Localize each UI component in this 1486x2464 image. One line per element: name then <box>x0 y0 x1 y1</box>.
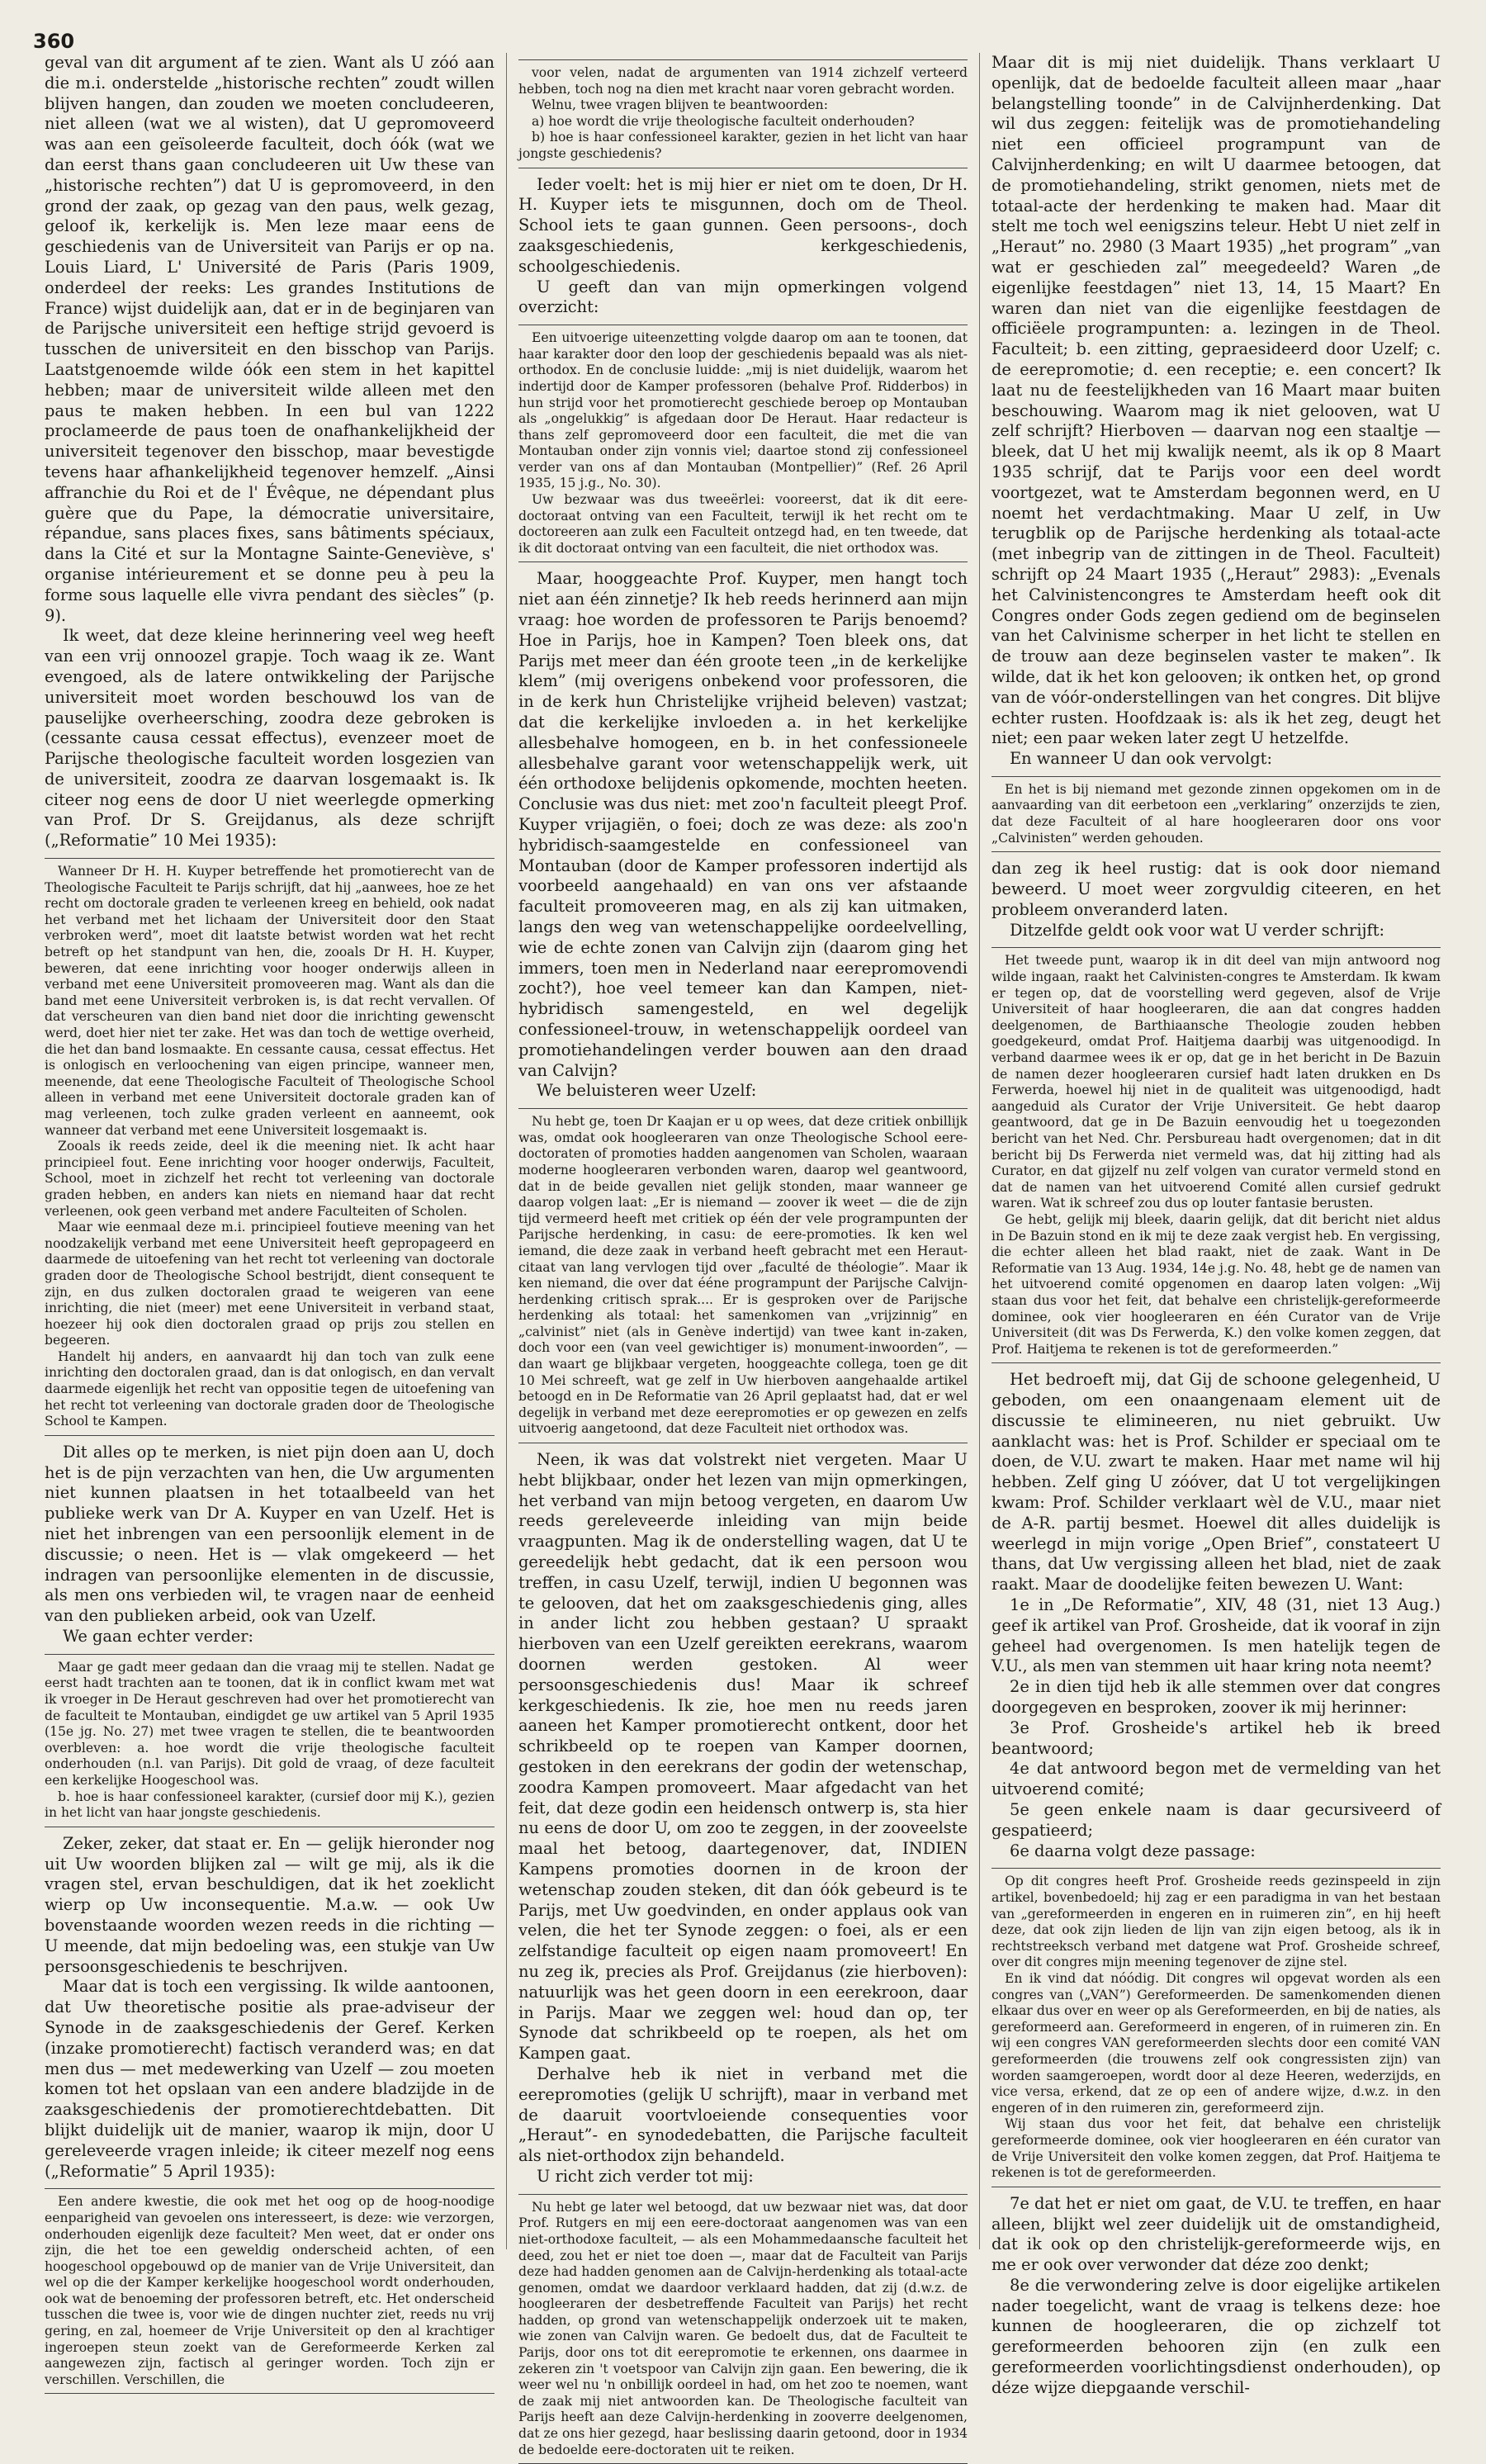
paragraph: 2e in dien tijd heb ik alle stemmen over dat congres doorgegeven en besproken, zoover ik mij herinner: <box>991 1677 1441 1718</box>
quoted-passage <box>991 776 1441 852</box>
quoted-paragraph: Nu hebt ge later wel betoogd, dat uw bezwaar niet was, dat door Prof. Rutgers en mij een eere-doctoraat aangenomen was van een niet-orthodoxe faculteit, — als een Mohammedaansche faculteit het deed, zou het er niet toe doen —, maar dat de Faculteit van Parijs deze had hadden genomen aan de Calvijn-herdenking als totaal-acte genomen, omdat we daardoor verklaard hadden, dat zij (d.w.z. de hoogleeraren der desbetreffende Faculteit van Parijs) het recht hadden, op grond van wetenschappelijk onderzoek uit te maken, wie zonen van Calvijn waren. Ge bedoelt dus, dat de Faculteit te Parijs, door ons tot dit eerepromotie te erkennen, ons daarmee in zekeren zin 't voetspoor van Calvijn zijn gaan. Een bewering, die ik weer wel nu 'n onbillijk oordeel in had, om het zoo te noemen, want de zaak mij niet antwoorden kan. De Theologische faculteit van Parijs heeft aan deze Calvijn-herdenking in zooverre deelgenomen, dat ze ons hier gezegd, haar beslissing daarin getoond, door in 1934 de bedoelde eere-doctoraten uit te reiken. <box>518 2199 968 2457</box>
quoted-passage <box>518 2194 968 2464</box>
paragraph: U richt zich verder tot mij: <box>537 2166 754 2186</box>
paragraph: 3e Prof. Grosheide's artikel heb ik breed beantwoord; <box>991 1718 1441 1758</box>
quoted-passage <box>518 1108 968 1443</box>
quoted-paragraph: Wij staan dus voor het feit, dat behalve een christelijk gereformeerde dominee, ook vier hoogleeraren en één curator van de Vrije Universiteit den volke komen zeggen, dat Prof. Haitjema te rekenen is tot de gereformeerden. <box>991 2116 1441 2181</box>
quoted-paragraph: Zooals ik reeds zeide, deel ik die meening niet. Ik acht haar principieel fout. Eene inrichting voor hooger onderwijs, Faculteit, School, moet in zichzelf het recht tot verleening van doctorale graden hebben, en anders kan niets en niemand haar dat recht verleenen, ook geen verband met andere Faculteiten of Scholen. <box>45 1139 495 1219</box>
quoted-paragraph: En ik vind dat nóódig. Dit congres wil opgevat worden als een congres van („VAN”) Gereformeerden. De samenkomenden dienen elkaar dus over en weer op als Gereformeerden, en bij de naties, als gereformeerd aan. Gereformeerd in engeren, of in ruimeren zin. En wij een congres VAN gereformeerden slechts door een comité VAN gereformeerden (die trouwens zelf ook congressisten zijn) van worden saamgeroepen, wordt door al deze Heeren, wederzijds, en vice versa, erkend, dat ze op een of andere wijze, d.w.z. in den engeren of in den ruimeren zin, gereformeerd zijn. <box>991 1970 1441 2116</box>
quoted-passage <box>45 858 495 1436</box>
paragraph: 7e dat het er niet om gaat, de V.U. te treffen, en haar alleen, blijkt wel zeer duidelijk uit de omstandigheid, dat ik ook op den christelijk-gereformeerde wijs, en me er ook over verwonder dat déze zoo denkt; <box>991 2193 1441 2275</box>
quoted-paragraph: Nu hebt ge, toen Dr Kaajan er u op wees, dat deze critiek onbillijk was, omdat ook hoogleeraren van onze Theologische School eere-doctoraten of promoties hadden aangenomen van Scholen, waaraan moderne hoogleeraren verbonden waren, daarop wel geantwoord, dat in de beide gevallen niet gelijk stonden, maar wanneer ge daarop volgen laat: „Er is niemand — zoover ik weet — die de zijn tijd vermeerd heeft met critiek op één der vele programpunten der Parijsche herdenking, in casu: de eere-promoties. Ik ken wel iemand, die deze zaak in verband heeft gebracht met een Heraut-citaat van lang vervlogen tijd over „faculté de théologie”. Maar ik ken niemand, die over dat ééne programpunt der Parijsche Calvijn-herdenking critisch sprak.... Er is gesproken over de Parijsche herdenking als totaal: het samenkomen van „vrijzinnig” en „calvinist” niet (als in Genève indertijd) van twee kant in-zaken, doch voor een (van veel gewichtiger is) monument-inwoorden”, — dan waart ge blijkbaar vergeten, hooggeachte collega, toen ge dit 10 Mei schreeft, wat ge zelf in Uw hierboven aangehaalde artikel betoogd en in De Reformatie van 26 April geplaatst had, dat er wel degelijk in verband met deze eerepromoties er op gewezen en zelfs uitvoerig aangetoond, dat deze Faculteit niet orthodox was. <box>518 1114 968 1437</box>
quoted-paragraph: En het is bij niemand met gezonde zinnen opgekomen om in de aanvaarding van dit eerbetoon een „verklaring” onzerzijds te zien, dat deze Faculteit of al hare hoogleeraren door ons voor „Calvinisten” werden gehouden. <box>991 781 1441 846</box>
quoted-passage <box>518 59 968 168</box>
paragraph: Neen, ik was dat volstrekt niet vergeten. Maar U hebt blijkbaar, onder het lezen van mijn opmerkingen, het verband van mijn betoog vergeten, en daarom Uw reeds gereleveerde inleiding van mijn beide vraagpunten. Mag ik de onderstelling wagen, dat U te gereedelijk hebt gedacht, dat ik een persoon wou treffen, in casu Uzelf, terwijl, indien U begonnen was te gelooven, dat het om zaaksgeschiedenis ging, alles in ander licht zou hebben gestaan? U spraakt hierboven van een Uzelf gereikten eerekrans, waarom doornen werden gestoken. Al weer persoonsgeschiedenis dus! Maar ik schreef kerkgeschiedenis. Ik zie, hoe men nu reeds jaren aaneen het Kamper promotierecht ontkent, door het schrikbeeld op te roepen van Kamper doornen, gestoken in den eerekrans der godin der wetenschap, zoodra Kampen promoveert. Maar afgedacht van het feit, dat deze godin een heidensch ontwerp is, sta hier nu eens de door U, om zoo te zeggen, in der zooveelste maal het betoog, daartegenover, dat, INDIEN Kampens promoties doornen in de kroon der wetenschap zouden steken, dit dan óók gebeurd is te Parijs, met Uw goedvinden, en onder applaus ook van velen, die het ter Synode zeggen: o foei, als er een zelfstandige faculteit op eigen naam promoveert! En nu zeg ik, precies als Prof. Greijdanus (zie hierboven): natuurlijk was het geen doorn in een eerekroon, daar in Parijs. Maar we zeggen wel: houd dan op, ter Synode dat schrikbeeld op te roepen, als het om Kampen gaat. <box>518 1450 968 2064</box>
quoted-paragraph: Maar ge gadt meer gedaan dan die vraag mij te stellen. Nadat ge eerst hadt trachten aan te toonen, dat ik in conflict kwam met wat ik vroeger in De Heraut geschreven had over het promotierecht van de faculteit te Montauban, eindigdet ge uw artikel van 5 April 1935 (15e jg. No. 27) met twee vragen te stellen, die te beantwoorden overbleven: a. hoe wordt die vrije theologische faculteit onderhouden (n.l. van Parijs). Dit gold de vraag, of deze faculteit een kerkelijke Hoogeschool was. <box>45 1659 495 1788</box>
paragraph: 5e geen enkele naam is daar gecursiveerd of gespatieerd; <box>991 1800 1441 1840</box>
quoted-passage <box>45 2188 495 2394</box>
quoted-paragraph: b. hoe is haar confessioneel karakter, (cursief door mij K.), gezien in het licht van haar jongste geschiedenis. <box>45 1789 495 1821</box>
paragraph: En wanneer U dan ook vervolgt: <box>1010 749 1272 769</box>
page-number: 360 <box>33 30 75 53</box>
paragraph: 6e daarna volgt deze passage: <box>1010 1841 1256 1860</box>
columns <box>33 53 1453 2457</box>
quoted-paragraph: Een andere kwestie, die ook met het oog op de hoog-noodige eenparigheid van gevoelen ons interesseert, is deze: wie verzorgen, onderhouden eigenlijk deze faculteit? Men weet, dat er onder ons zijn, die het toe een geweldig onderscheid achten, of een hoogeschool opgebouwd op de manier van de Vrije Universiteit, dan wel op die der Kamper kerkelijke hoogeschool wordt onderhouden, ook wat de benoeming der professoren betreft, etc. Het onderscheid tusschen die twee is, voor wie de dingen nuchter ziet, reeds nu vrij gering, en zal, hoemeer de Vrije Universiteit op den al krachtiger ingeroepen steun zoekt van de Gereformeerde Kerken zal aangewezen zijn, factisch al geringer worden. Toch zijn er verschillen. Verschillen, die <box>45 2194 495 2387</box>
quoted-paragraph: Een uitvoerige uiteenzetting volgde daarop om aan te toonen, dat haar karakter door den loop der geschiedenis bepaald was als niet-orthodox. En de conclusie luidde: „mij is niet duidelijk, waarom het indertijd door de Kamper professoren (behalve Prof. Ridderbos) in hun strijd voor het promotierecht geschiede beroep op Montauban als „ongelukkig” is afgedaan door De Heraut. Haar redacteur is thans zelf gepromoveerd door een faculteit, die met die van Montauban onder zijn vonnis viel; daartoe stond zij confessioneel verder van ons af dan Montauban (Montpellier)” (Ref. 26 April 1935, 15 j.g., No. 30). <box>518 330 968 491</box>
paragraph: geval van dit argument af te zien. Want als U zóó aan die m.i. onderstelde „historische rechten” zoudt willen blijven hangen, dan zouden we moeten concludeeren, niet alleen (wat we al wisten), dat U gepromoveerd was aan een geïsoleerde faculteit, doch óók (wat we dan eerst thans gaan concludeeren uit Uw these van „historische rechten”) dat U is gepromoveerd, in den grond der zaak, op gezag van den paus, welk gezag, geloof ik, kerkelijk is. Men leze maar eens de geschiedenis van de Universiteit van Parijs er op na. Louis Liard, L' Université de Paris (Paris 1909, onderdeel der reeks: Les grandes Institutions de France) wijst duidelijk aan, dat er in de beginjaren van de Parijsche universiteit een heftige strijd gevoerd is tusschen de universiteit en den bisschop van Parijs. Laatstgenoemde wilde óók een stem in het kapittel hebben; maar de universiteit wilde alleen met den paus te maken hebben. In een bul van 1222 proclameerde de paus toen de onafhankelijkheid der universiteit tegenover den bisschop, maar bevestigde tevens haar afhankelijkheid tegenover hemzelf. „Ainsi affranchie du Roi et de l' Évêque, ne dépendant plus guère que du Pape, la démocratie universitaire, répandue, sans places fixes, sans bâtiments spéciaux, dans la Cité et sur la Montagne Sainte-Geneviève, s' organise intérieurement et se donne peu à peu la forme sous laquelle elle vivra pendant des siècles” (p. 9). <box>45 53 495 625</box>
paragraph: Ditzelfde geldt ook voor wat U verder schrijft: <box>1010 920 1385 940</box>
quoted-paragraph: Het tweede punt, waarop ik in dit deel van mijn antwoord nog wilde ingaan, raakt het Calvinisten-congres te Amsterdam. Ik kwam er tegen op, dat de voorstelling werd gegeven, alsof de Vrije Universiteit of haar hoogleeraren, die aan dat congres hadden deelgenomen, de Barthiaansche Theologie zouden hebben goedgekeurd, omdat Prof. Haitjema daarbij was uitgenoodigd. In verband daarmee wees ik er op, dat ge in het bericht in De Bazuin de namen dezer hoogleeraren cursief hadt laten drukken en Ds Ferwerda, hoewel hij niet in de qualiteit was uitgenoodigd, hadt aangeduid als Curator der Vrije Universiteit. Ge hebt daarop geantwoord, dat ge in De Bazuin eenvoudig het u toegezonden bericht van het Ned. Chr. Persbureau hadt overgenomen; dat in dit bericht bij Ds Ferwerda niet vermeld was, dat hij zitting had als Curator, en dat gijzelf nu zelf volgen van curator vermeld stond en dat de namen van het uitvoerend Comité allen cursief gedrukt waren. Wat ik schreef zou dus op louter fantasie berusten. <box>991 953 1441 1211</box>
quoted-paragraph: Op dit congres heeft Prof. Grosheide reeds gezinspeeld in zijn artikel, bovenbedoeld; hij zag er een paradigma in van het bestaan van „gereformeerden in engeren en in ruimeren zin”, en hij heeft deze, dat ook zijn lieden de lijn van zijn eigen betoog, als ik in rechtstreeksch verband met datgene wat Prof. Grosheide schreef, over dit congres mijn meening tegenover de zijne stel. <box>991 1874 1441 1970</box>
paragraph: 8e die verwondering zelve is door eigelijke artikelen nader toegelicht, want de vraag is telkens deze: hoe kunnen de hoogleeraren, die op zichzelf tot gereformeerden behooren zijn (en zulk een gereformeerden voorlichtingsdienst onderhouden), op déze wijze diepgaande verschil- <box>991 2275 1441 2397</box>
quoted-passage <box>45 1654 495 1827</box>
paragraph: Ieder voelt: het is mij hier er niet om te doen, Dr H. H. Kuyper iets te misgunnen, doch om de Theol. School iets te gaan gunnen. Geen persoons-, doch zaaksgeschiedenis, kerkgeschiedenis, schoolgeschiedenis. <box>518 174 968 276</box>
quoted-paragraph: Ge hebt, gelijk mij bleek, daarin gelijk, dat dit bericht niet aldus in De Bazuin stond en ik mij te deze zaak vergist heb. En vergissing, die echter alleen het blad raakt, niet de zaak. Want in De Reformatie van 13 Aug. 1934, 14e j.g. No. 48, hebt ge de namen van het uitvoerend comité opgenomen en daarop laten volgen: „Wij staan dus voor het feit, dat behalve een christelijk-gereformeerde dominee, ook vier hoogleeraren en één Curator van de Vrije Universiteit (dit was Ds Ferwerda, K.) den volke komen zeggen, dat Prof. Haitjema te rekenen is tot de gereformeerden.” <box>991 1211 1441 1357</box>
paragraph: Derhalve heb ik niet in verband met die eerepromoties (gelijk U schrijft), maar in verband met de daaruit voortvloeiende consequenties voor „Heraut”- en synodedebatten, die Parijsche faculteit als niet-orthodox zijn behandeld. <box>518 2064 968 2166</box>
quoted-paragraph: Uw bezwaar was dus tweeërlei: vooreerst, dat ik dit eere-doctoraat ontving van een Faculteit, terwijl ik het recht om te doctoreeren aan zulk een Faculteit ontzegd had, en ten tweede, dat ik dit doctoraat ontving van een faculteit, die niet orthodox was. <box>518 492 968 556</box>
quoted-passage <box>991 947 1441 1363</box>
paragraph: Het bedroeft mij, dat Gij de schoone gelegenheid, U geboden, om een onaangenaam element uit de discussie te elimineeren, nu niet gebruikt. Uw aanklacht was: het is Prof. Schilder er speciaal om te doen, de V.U. zwart te maken. Haar met name wil hij hebben. Zelf ging U zóóver, dat U tot vergelijkingen kwam: Prof. Schilder verklaart wèl de V.U., maar niet de A-R. partij besmet. Hoewel dit alles duidelijk is weerlegd in mijn vorige „Open Brief”, constateert U thans, dat Uw vergissing alleen het blad, niet de zaak raakt. Maar de doodelijke feiten bewezen U. Want: <box>991 1370 1441 1594</box>
paragraph: Ik weet, dat deze kleine herinnering veel weg heeft van een vrij onnoozel grapje. Toch waag ik ze. Want evengoed, als de latere ontwikkeling der Parijsche universiteit moet worden beschouwd los van de pauselijke overheersching, zoodra deze gebroken is (cessante causa cessat effectus), evenzeer moet de Parijsche theologische faculteit worden losgezien van de universiteit, zoodra ze daarvan losgemaakt is. Ik citeer nog eens de door U niet weerlegde opmerking van Prof. Dr S. Greijdanus, als deze schrijft („Reformatie” 10 Mei 1935): <box>45 626 495 851</box>
column-2 <box>506 53 979 2457</box>
paragraph: dan zeg ik heel rustig: dat is ook door niemand beweerd. U moet weer zorgvuldig citeeren, en het probleem onveranderd laten. <box>991 859 1441 919</box>
paragraph: 1e in „De Reformatie”, XIV, 48 (31, niet 13 Aug.) geef ik artikel van Prof. Grosheide, dat ik vooraf in zijn geheel had overgenomen. Is men hatelijk tegen de V.U., als men van stemmen uit haar kring nota neemt? <box>991 1595 1441 1676</box>
paragraph: We gaan echter verder: <box>63 1627 254 1647</box>
quoted-paragraph: a) hoe wordt die vrije theologische faculteit onderhouden? <box>532 113 915 129</box>
paragraph: Maar, hooggeachte Prof. Kuyper, men hangt toch niet aan één zinnetje? Ik heb reeds herinnerd aan mijn vraag: hoe worden de professoren te Parijs benoemd? Hoe in Parijs, hoe in Kampen? Toen bleek ons, dat Parijs met meer dan één groote teen „in de kerkelijke klem” (mij overigens onbekend voor professoren, die in de kerk hun Christelijke vrijheid beleven) vastzat; dat die kerkelijke invloeden a. in het kerkelijke allesbehalve homogeen, en b. in het confessioneele allesbehalve garant voor wetenschappelijk werk, uit één orthodoxe belijdenis opkomende, mochten heeten. Conclusie was dus niet: met zoo'n faculteit pleegt Prof. Kuyper vrijagiën, o foei; doch ze was deze: als zoo'n hybridisch-saamgestelde en confessioneel van Montauban (door de Kamper professoren indertijd als voorbeeld aangehaald) en van ons ver afstaande faculteit promoveeren mag, en als zij kan uitmaken, langs den weg van wetenschappelijke oordeelvelling, wie de echte zonen van Calvijn zijn (daarom ging het immers, toen men in Nederland naar eerepromovendi zocht?), hoe veel temeer kan dan Kampen, niet-hybridisch samengesteld, en wel degelijk confessioneel-trouw, in wetenschappelijk oordeel van promotiehandelingen verder bouwen aan den draad van Calvijn? <box>518 569 968 1080</box>
paragraph: U geeft dan van mijn opmerkingen volgend overzicht: <box>518 277 968 317</box>
quoted-paragraph: Welnu, twee vragen blijven te beantwoorden: <box>532 97 828 113</box>
column-1 <box>33 53 506 2387</box>
paragraph: 4e dat antwoord begon met de vermelding van het uitvoerend comité; <box>991 1759 1441 1799</box>
paragraph: Dit alles op te merken, is niet pijn doen aan U, doch het is de pijn verzachten van hen, die Uw argumenten niet kunnen plaatsen in het totaalbeeld van het publieke werk van Dr A. Kuyper en van Uzelf. Het is niet het inbrengen van een persoonlijk element in de discussie; o neen. Het is — vlak omgekeerd — het indragen van persoonlijke elementen in de discussie, als men ons verbieden wil, te vragen naar de eenheid van den publieken arbeid, ook van Uzelf. <box>45 1442 495 1626</box>
column-3 <box>979 53 1452 2397</box>
paragraph: Zeker, zeker, dat staat er. En — gelijk hieronder nog uit Uw woorden blijken zal — wilt ge mij, als ik die vragen stel, ervan beschuldigen, dat ik het zoeklicht wierp op Uw inconsequentie. M.a.w. — ook Uw bovenstaande woorden wezen reeds in die richting — U meende, dat mijn bedoeling was, een stukje van Uw persoonsgeschiedenis te beschrijven. <box>45 1833 495 1976</box>
quoted-paragraph: Wanneer Dr H. H. Kuyper betreffende het promotierecht van de Theologische Faculteit te Parijs schrijft, dat hij „aanwees, hoe ze het recht om doctorale graden te verleenen kreeg en behield, ook nadat het verband met het lichaam der Universiteit door den Staat verbroken werd”, moet dit laatste betwist worden wat het recht betreft op het standpunt van hen, die, zooals Dr H. H. Kuyper, beweren, dat eene inrichting voor hooger onderwijs alleen in verband met eene Universiteit promoveeren mag. Want als dan die band met eene Universiteit verbroken is, is dat recht vervallen. Of dat verscheuren van dien band niet door die inrichting gewenscht werd, doet hier niet ter zake. Het was dan toch de wettige overheid, die het dan band losmaakte. En cessante causa, cessat effectus. Het is onlogisch en verloochening van eigen principe, wanneer men, meenende, dat eene Theologische Faculteit of Theologische School alleen in verband met eene Universiteit doctorale graden kan of mag verleenen, toch zulke graden verleent en aanneemt, ook wanneer dat verband met eene Universiteit losgemaakt is. <box>45 864 495 1138</box>
quoted-paragraph: Maar wie eenmaal deze m.i. principieel foutieve meening van het noodzakelijk verband met eene Universiteit heeft gepropageerd en daarmede de uitoefening van het recht tot verleening van doctorale graden door de Theologische School bestrijdt, dient consequent te zijn, en dus zulken doctoralen graad te weigeren van eene inrichting, die niet (meer) met eene Universiteit in verband staat, hoezeer hij ook dien doctoralen graad op prijs zou stellen en begeeren. <box>45 1220 495 1348</box>
quoted-paragraph: Handelt hij anders, en aanvaardt hij dan toch van zulk eene inrichting den doctoralen graad, dan is dat onlogisch, en dan vervalt daarmede eigenlijk het recht van oppositie tegen de uitoefening van het recht tot verleening van doctorale graden door de Theologische School te Kampen. <box>45 1348 495 1429</box>
quoted-passage <box>518 325 968 562</box>
paragraph: Maar dat is toch een vergissing. Ik wilde aantoonen, dat Uw theoretische positie als prae-adviseur der Synode in de zaaksgeschiedenis der Geref. Kerken (inzake promotierecht) factisch veranderd was; en dat men dus — met medewerking van Uzelf — zou moeten komen tot het opslaan van een andere bladzijde in de zaaksgeschiedenis der promotierechtdebatten. Dit blijkt duidelijk uit de manier, waarop ik mijn, door U gereleveerde vragen inleide; ik citeer mezelf nog eens („Reformatie” 5 April 1935): <box>45 1977 495 2181</box>
quoted-paragraph: voor velen, nadat de argumenten van 1914 zichzelf verteerd hebben, toch nog na dien met kracht naar voren gebracht worden. <box>518 65 968 97</box>
paragraph: We beluisteren weer Uzelf: <box>537 1081 757 1101</box>
quoted-passage <box>991 1868 1441 2187</box>
quoted-paragraph: b) hoe is haar confessioneel karakter, gezien in het licht van haar jongste geschiedenis? <box>518 130 968 161</box>
paragraph: Maar dit is mij niet duidelijk. Thans verklaart U openlijk, dat de bedoelde faculteit alleen maar „haar belangstelling toonde” in de Calvijnherdenking. Dat wil dus zeggen: feitelijk was de promotiehandeling niet een officieel programpunt van de Calvijnherdenking; en wilt U daarmee betoogen, dat de promotiehandeling, strikt genomen, niets met de totaal-acte der herdenking te maken had. Maar dit stelt me toch wel eenigszins teleur. Hebt U niet zelf in „Heraut” no. 2980 (3 Maart 1935) „het program” „van wat er geschieden zal” meegedeeld? Waren „de eigenlijke feestdagen” niet 13, 14, 15 Maart? En waren dan niet van die eigenlijke feestdagen de officiëele programpunten: a. lezingen in de Theol. Faculteit; b. een zitting, gepraesideerd door Uzelf; c. de eerepromotie; d. een receptie; e. een concert? Ik laat nu de feestelijkheden van 16 Maart maar buiten beschouwing. Waarom mag ik niet gelooven, wat U zelf schrijft? Hierboven — daarvan nog een staaltje — bleek, dat U het mij kwalijk neemt, als ik op 8 Maart 1935 schrijf, dat te Parijs voor een deel wordt voortgezet, wat te Amsterdam begonnen werd, en U noemt het verdachtmaking. Maar U zelf, in Uw terugblik op de Parijsche herdenking als totaal-acte (met inbegrip van de zittingen in de Theol. Faculteit) schrijft op 24 Maart 1935 („Heraut” 2983): „Evenals het Calvinistencongres te Amsterdam heeft ook dit Congres onder Gods zegen gediend om de beginselen van het Calvinisme scherper in het licht te stellen en de trouw aan deze beginselen vaster te maken”. Ik wilde, dat ik het kon gelooven; ik ontken het, op grond van de vóór-onderstellingen van het congres. Dit blijve echter rusten. Hoofdzaak is: als ik het zeg, deugt het niet; een paar weken later zegt U hetzelfde. <box>991 53 1441 748</box>
